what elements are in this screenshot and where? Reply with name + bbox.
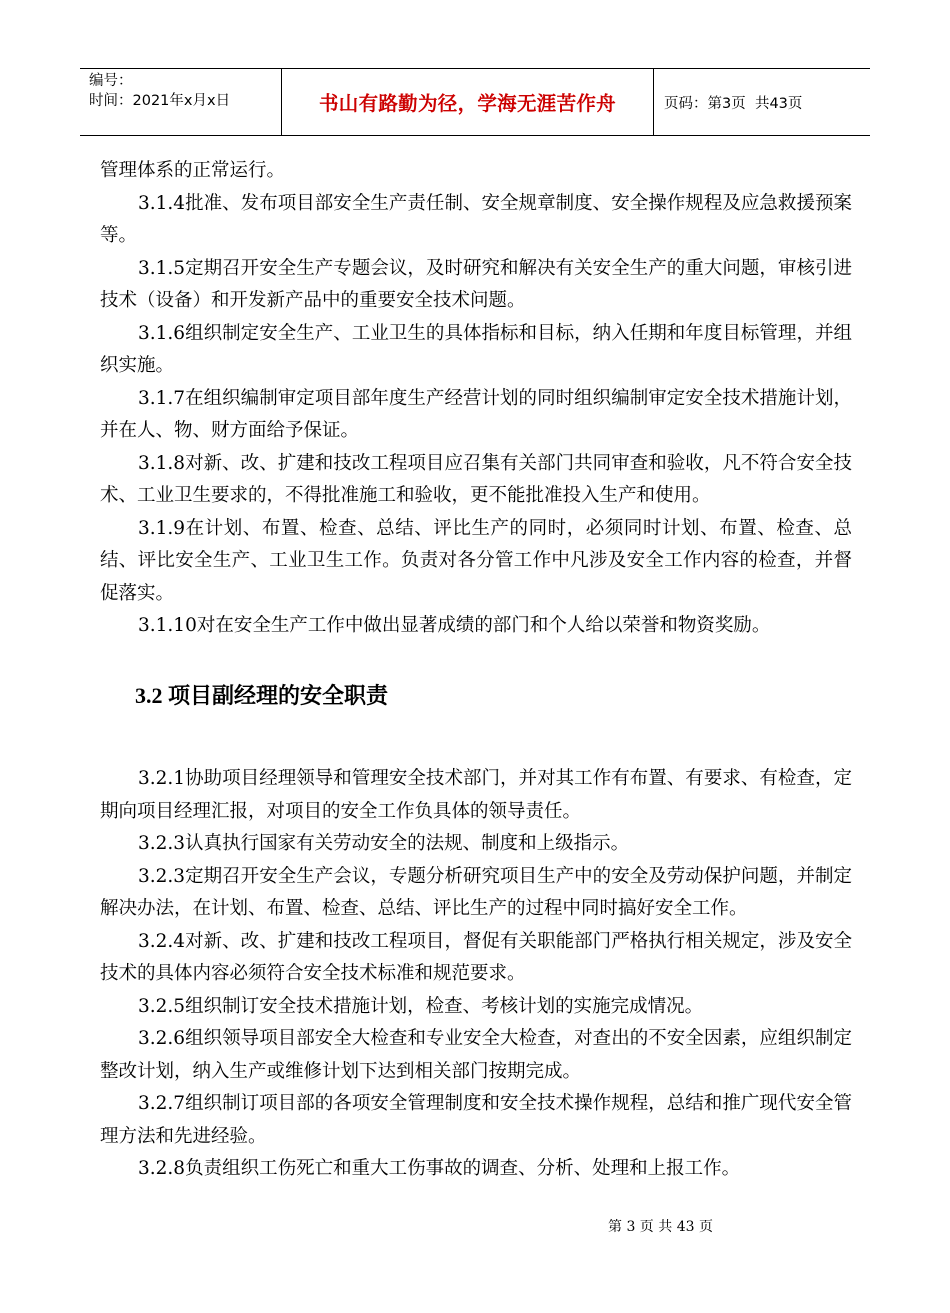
page-header — [80, 68, 870, 136]
paragraph: 3.2.6组织领导项目部安全大检查和专业安全大检查，对查出的不安全因素，应组织制定整改计划，纳入生产或维修计划下达到相关部门按期完成。 — [100, 1028, 852, 1082]
paragraph: 3.1.4批准、发布项目部安全生产责任制、安全规章制度、安全操作规程及应急救援预案等。 — [100, 192, 852, 246]
header-page-code: 页码：第3页 共43页 — [664, 95, 803, 112]
paragraph: 3.2.1协助项目经理领导和管理安全技术部门，并对其工作有布置、有要求、有检查，定期向项目经理汇报，对项目的安全工作负具体的领导责任。 — [100, 768, 852, 822]
paragraph: 3.2.4对新、改、扩建和技改工程项目，督促有关职能部门严格执行相关规定，涉及安全技术的具体内容必须符合安全技术标准和规范要求。 — [100, 930, 852, 984]
date-label: 时间：2021年x月x日 — [89, 93, 231, 109]
header-meta — [80, 69, 282, 135]
paragraph: 3.1.5定期召开安全生产专题会议，及时研究和解决有关安全生产的重大问题，审核引进技术（设备）和开发新产品中的重要安全技术问题。 — [100, 257, 852, 311]
section-3-1-body — [100, 155, 852, 643]
paragraph: 3.1.6组织制定安全生产、工业卫生的具体指标和目标，纳入任期和年度目标管理，并组织实施。 — [100, 322, 852, 376]
paragraph: 3.2.3认真执行国家有关劳动安全的法规、制度和上级指示。 — [138, 833, 630, 854]
section-heading: 3.2 项目副经理的安全职责 — [135, 683, 389, 708]
paragraph: 3.1.8对新、改、扩建和技改工程项目应召集有关部门共同审查和验收，凡不符合安全技术、工业卫生要求的，不得批准施工和验收，更不能批准投入生产和使用。 — [100, 452, 852, 506]
paragraph: 管理体系的正常运行。 — [100, 160, 286, 181]
header-motto: 书山有路勤为径，学海无涯苦作舟 — [282, 69, 654, 135]
paragraph: 3.2.8负责组织工伤死亡和重大工伤事故的调查、分析、处理和上报工作。 — [138, 1158, 741, 1179]
paragraph: 3.2.7组织制订项目部的各项安全管理制度和安全技术操作规程，总结和推广现代安全管理方法和先进经验。 — [100, 1093, 852, 1147]
serial-number-label: 编号： — [89, 73, 133, 89]
paragraph: 3.1.10对在安全生产工作中做出显著成绩的部门和个人给以荣誉和物资奖励。 — [138, 615, 771, 636]
section-3-2-body — [100, 763, 852, 1186]
paragraph: 3.2.5组织制订安全技术措施计划，检查、考核计划的实施完成情况。 — [138, 995, 704, 1017]
paragraph: 3.1.7在组织编制审定项目部年度生产经营计划的同时组织编制审定安全技术措施计划，并在人、物、财方面给予保证。 — [100, 387, 852, 441]
paragraph: 3.1.9在计划、布置、检查、总结、评比生产的同时，必须同时计划、布置、检查、总结、评比安全生产、工业卫生工作。负责对各分管工作中凡涉及安全工作内容的检查，并督促落实。 — [100, 517, 852, 604]
page-footer: 第 3 页 共 43 页 — [608, 1219, 713, 1235]
paragraph: 3.2.3定期召开安全生产会议，专题分析研究项目生产中的安全及劳动保护问题，并制定解决办法，在计划、布置、检查、总结、评比生产的过程中同时搞好安全工作。 — [100, 865, 852, 919]
